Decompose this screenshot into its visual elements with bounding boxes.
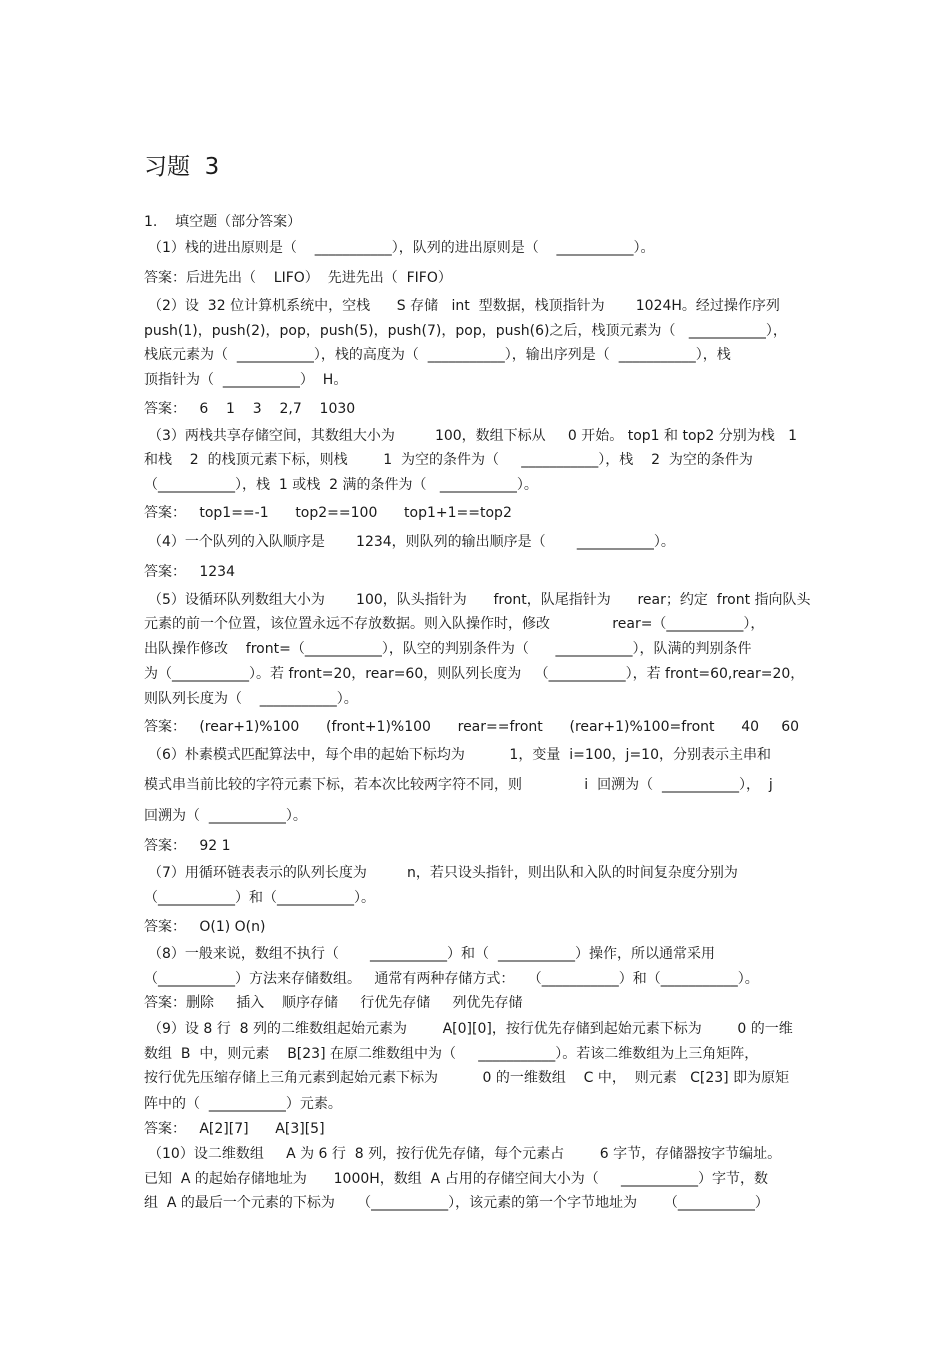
answer-1: 答案：后进先出（ LIFO） 先进先出（ FIFO） <box>144 270 452 286</box>
q1-line-1: （1）栈的进出原则是（ ___________），队列的进出原则是（ ___________）。 <box>148 240 655 256</box>
q3-line-2: 和栈 2 的栈顶元素下标，则栈 1 为空的条件为（ ___________），栈 2 为空的条件为 <box>144 452 753 468</box>
answer-8: 答案：删除 插入 顺序存储 行优先存储 列优先存储 <box>144 995 523 1011</box>
q8-line-1: （8）一般来说，数组不执行（ ___________）和（ ___________）操作，所以通常采用 <box>148 946 715 962</box>
q8-line-2: （___________）方法来存储数组。 通常有两种存储方式： （___________）和（___________）。 <box>144 971 759 987</box>
q5-line-1: （5）设循环队列数组大小为 100，队头指针为 front，队尾指针为 rear；约定 front 指向队头 <box>148 592 811 608</box>
q7-line-2: （___________）和（___________）。 <box>144 890 375 906</box>
q9-line-3: 按行优先压缩存储上三角元素到起始元素下标为 0 的一维数组 C 中， 则元素 C[23] 即为原矩 <box>144 1070 790 1086</box>
q10-line-1: （10）设二维数组 A 为 6 行 8 列，按行优先存储，每个元素占 6 字节，存储器按字节编址。 <box>148 1146 782 1162</box>
q5-line-4: 为（___________）。若 front=20，rear=60，则队列长度为 （___________），若 front=60,rear=20， <box>144 666 805 682</box>
q3-line-1: （3）两栈共享存储空间，其数组大小为 100，数组下标从 0 开始。 top1 和 top2 分别为栈 1 <box>148 428 798 444</box>
q7-line-1: （7）用循环链表表示的队列长度为 n，若只设头指针，则出队和入队的时间复杂度分别为 <box>148 865 738 881</box>
q9-line-1: （9）设 8 行 8 列的二维数组起始元素为 A[0][0]，按行优先存储到起始元素下标为 0 的一维 <box>148 1021 793 1037</box>
q2-line-2: push(1)，push(2)，pop，push(5)，push(7)，pop，push(6)之后，栈顶元素为（ ___________）， <box>144 323 787 339</box>
q2-line-4: 顶指针为（ ___________） H。 <box>144 372 348 388</box>
answer-5: 答案： (rear+1)%100 (front+1)%100 rear==front (rear+1)%100=front 40 60 <box>144 719 800 735</box>
answer-4: 答案： 1234 <box>144 564 235 580</box>
q2-line-1: （2）设 32 位计算机系统中，空栈 S 存储 int 型数据，栈顶指针为 1024H。经过操作序列 <box>148 298 780 314</box>
page-title: 习题 3 <box>144 154 220 180</box>
q10-line-2: 已知 A 的起始存储地址为 1000H，数组 A 占用的存储空间大小为（ ___________）字节，数 <box>144 1171 768 1187</box>
q3-line-3: （___________），栈 1 或栈 2 满的条件为（ ___________）。 <box>144 477 538 493</box>
answer-2: 答案： 6 1 3 2,7 1030 <box>144 401 356 417</box>
section-heading: 1. 填空题（部分答案） <box>144 214 302 230</box>
q4-line-1: （4）一个队列的入队顺序是 1234，则队列的输出顺序是（ ___________）。 <box>148 534 675 550</box>
q9-line-4: 阵中的（ ___________）元素。 <box>144 1096 342 1112</box>
q6-line-3: 回溯为（ ___________）。 <box>144 808 307 824</box>
answer-3: 答案： top1==-1 top2==100 top1+1==top2 <box>144 505 512 521</box>
q5-line-5: 则队列长度为（ ___________）。 <box>144 691 358 707</box>
answer-6: 答案： 92 1 <box>144 838 231 854</box>
q10-line-3: 组 A 的最后一个元素的下标为 （___________），该元素的第一个字节地址为 （___________） <box>144 1195 769 1211</box>
q5-line-2: 元素的前一个位置，该位置永远不存放数据。则入队操作时，修改 rear=（___________）， <box>144 616 765 632</box>
answer-9: 答案： A[2][7] A[3][5] <box>144 1121 325 1137</box>
q2-line-3: 栈底元素为（ ___________），栈的高度为（ ___________），输出序列是（ ___________），栈 <box>144 347 731 363</box>
q9-line-2: 数组 B 中，则元素 B[23] 在原二维数组中为（ ___________）。若该二维数组为上三角矩阵， <box>144 1046 759 1062</box>
q6-line-1: （6）朴素模式匹配算法中，每个串的起始下标均为 1，变量 i=100，j=10，分别表示主串和 <box>148 747 771 763</box>
q5-line-3: 出队操作修改 front=（___________），队空的判别条件为（ ___________），队满的判别条件 <box>144 641 752 657</box>
q6-line-2: 模式串当前比较的字符元素下标，若本次比较两字符不同，则 i 回溯为（ ___________）， j <box>144 777 773 793</box>
answer-7: 答案： O(1) O(n) <box>144 919 266 935</box>
